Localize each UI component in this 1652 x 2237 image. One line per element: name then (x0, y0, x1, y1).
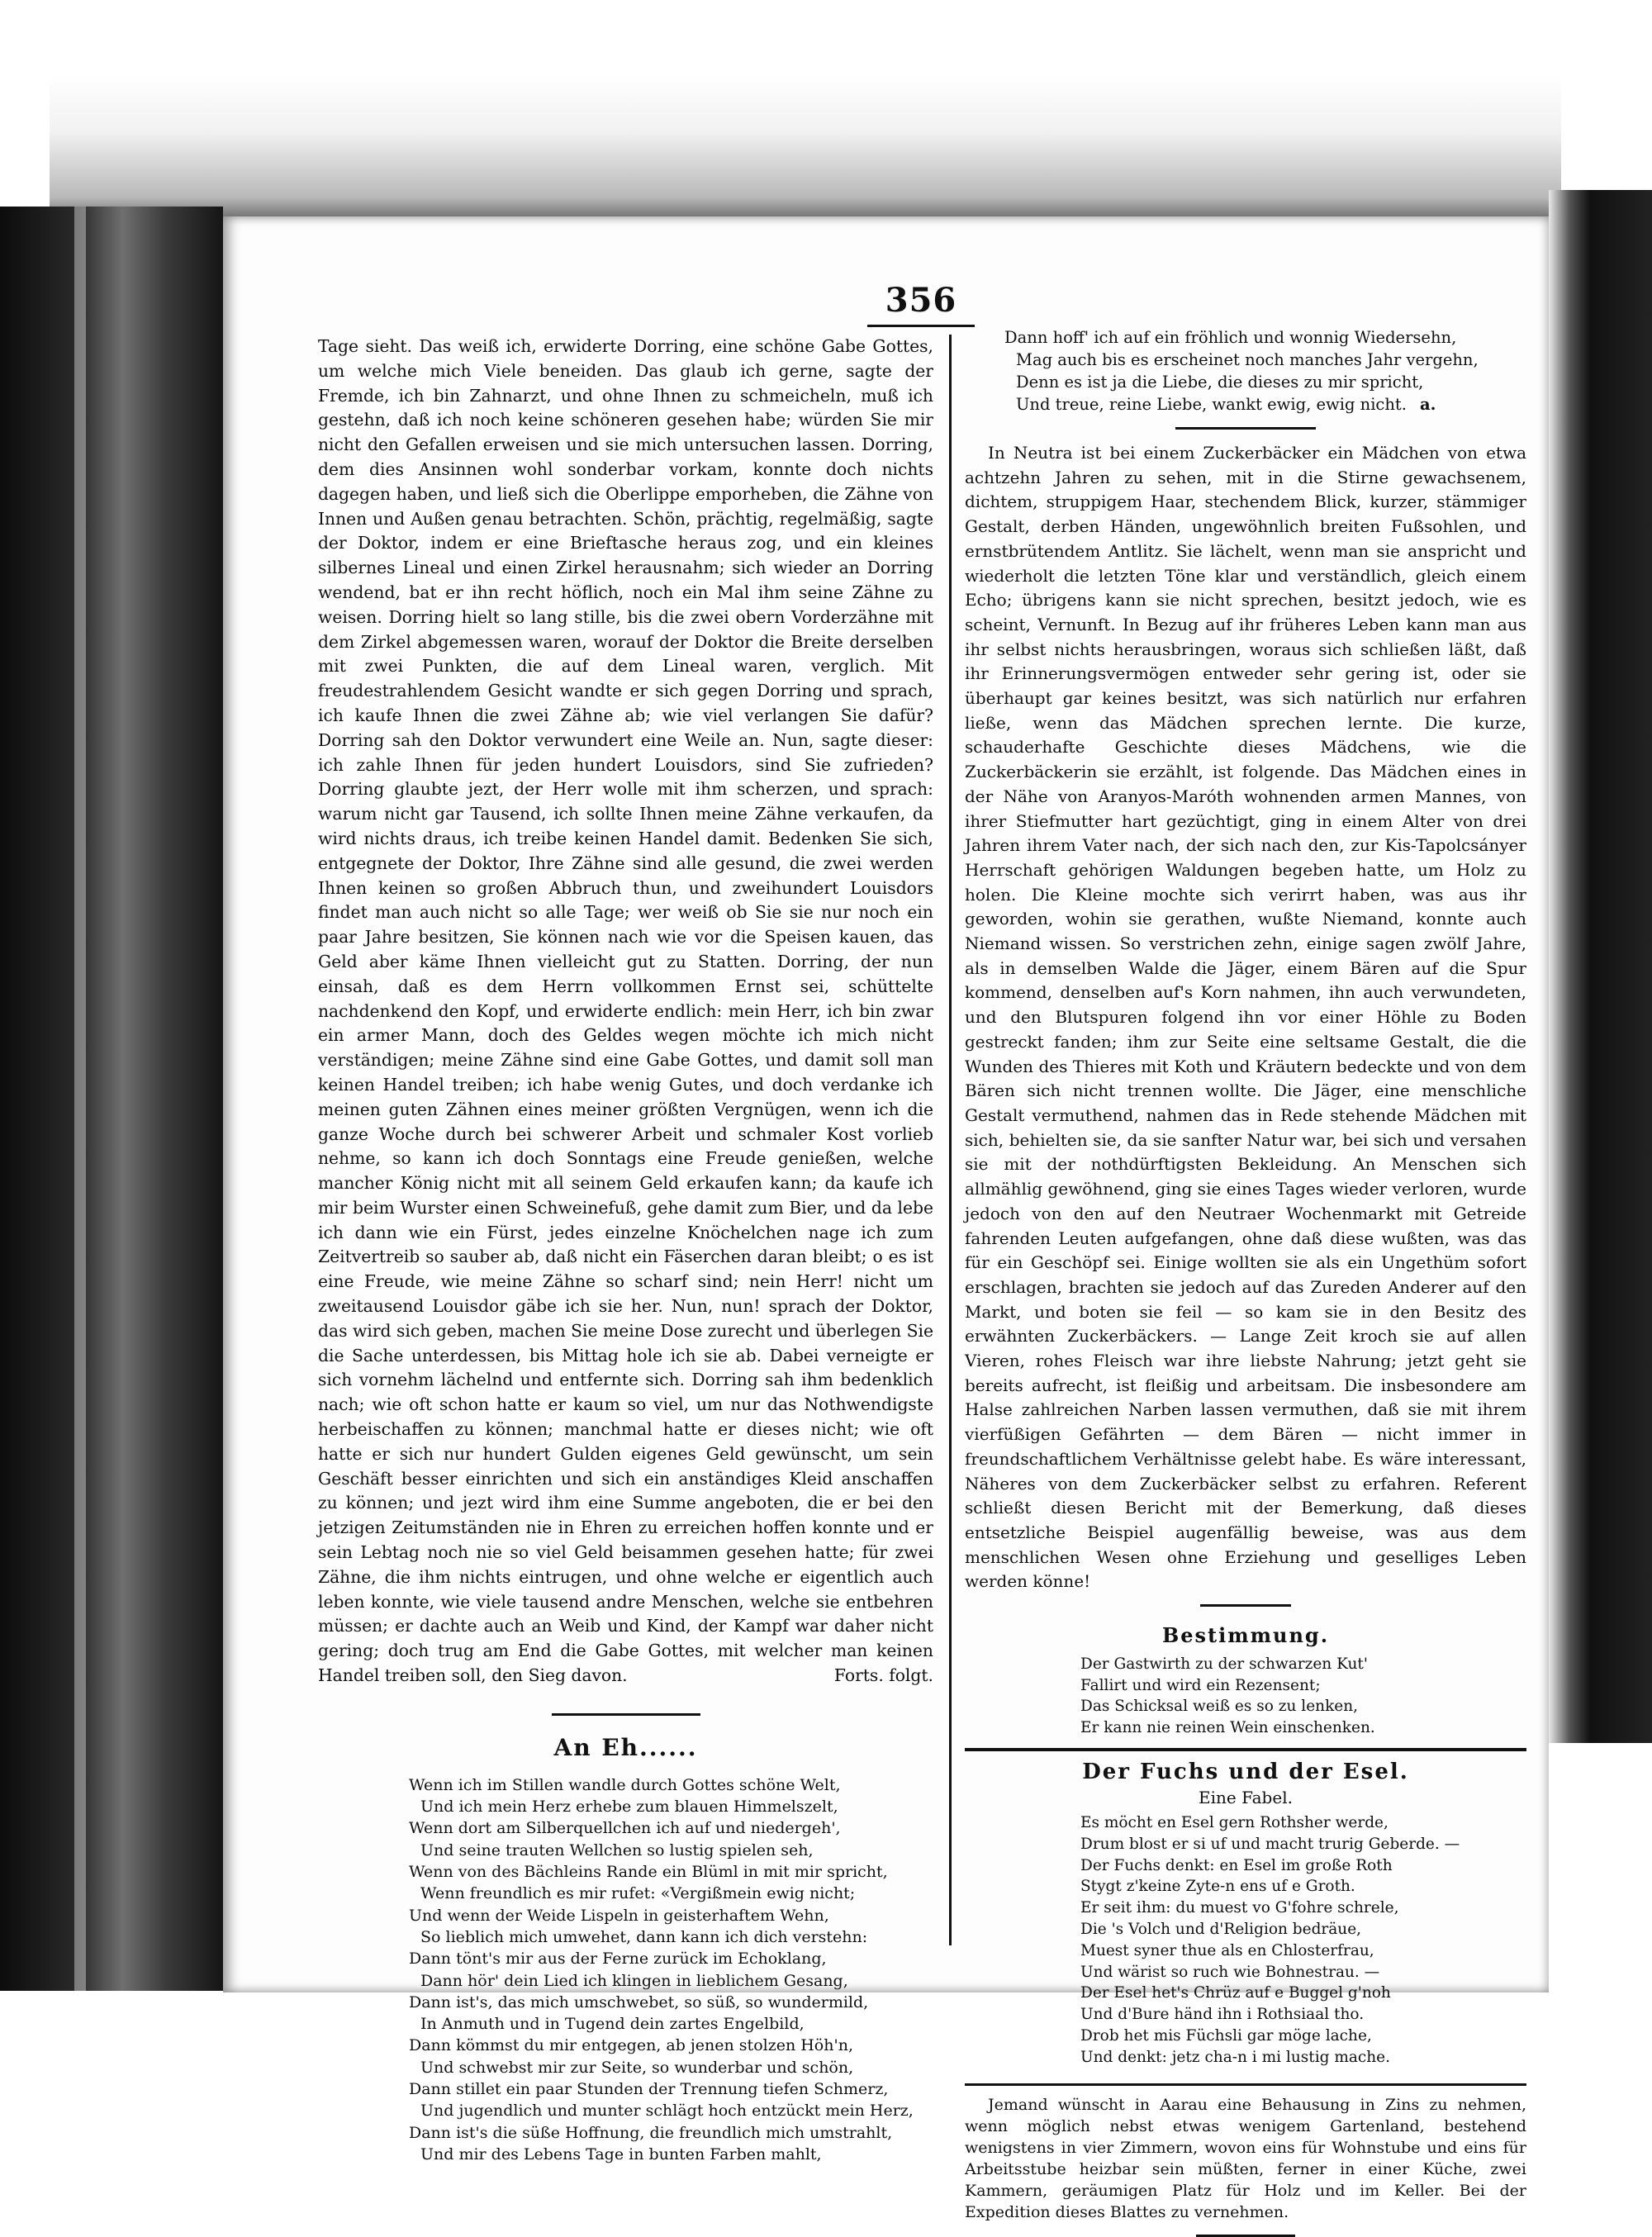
poem-line: In Anmuth und in Tugend dein zartes Engelbild, (420, 2015, 805, 2034)
poem-line: Wenn ich im Stillen wandle durch Gottes schöne Welt, (409, 1775, 841, 1794)
poem-line: Und seine trauten Wellchen so lustig spielen seh, (420, 1840, 814, 1859)
riddle-line: Er kann nie reinen Wein einschenken. (1080, 1718, 1375, 1736)
poem-line: Und wenn der Weide Lispeln in geisterhaftem Wehn, (409, 1906, 829, 1925)
poem-line: Dann hoff' ich auf ein fröhlich und wonnig Wiedersehn, (1004, 328, 1457, 347)
fable-line: Muest syner thue als en Chlosterfrau, (1080, 1941, 1374, 1959)
riddle-line: Das Schicksal weiß es so zu lenken, (1080, 1698, 1359, 1716)
section-divider (552, 1713, 700, 1716)
page-number-rule (867, 325, 975, 327)
news-article: In Neutra ist bei einem Zuckerbäcker ein Mädchen von etwa achtzehn Jahren zu sehen, mit in die Stirne gewachsenem, dichtem, struppigem Haar, stechendem Blick, kurzer, stämmiger Gestalt, derben Händen, ungewöhnlich breiten Fußsohlen, und ernstbrütendem Antlitz. Sie lächelt, wenn man sie anspricht und wiederholt die letzten Töne klar und verständlich, gleich einem Echo; übrigens kann sie nicht sprechen, besitzt jedoch, wie es scheint, Vernunft. In Bezug auf ihr früheres Leben kann man aus ihr selbst nichts herausbringen, woraus sich schließen läßt, daß ihr Erinnerungsvermögen entweder sehr gering ist, oder sie überhaupt gar keines besitzt, was sich natürlich nur erfahren ließe, wenn das Mädchen sprechen lernte. Die kurze, schauderhafte Geschichte dieses Mädchens, wie die Zuckerbäckerin sie erzählt, ist folgende. Das Mädchen eines in der Nähe von Aranyos-Maróth wohnenden armen Mannes, von ihrer Stiefmutter hart gezüchtigt, ging in einem Alter von drei Jahren ihrem Vater nach, der sich nach den, zur Kis-Tapolcsányer Herrschaft gehörigen Waldungen begeben hatte, um Holz zu holen. Die Kleine mochte sich verirrt haben, was aus ihr geworden, wohin sie gerathen, wußte Niemand, konnte auch Niemand wissen. So verstrichen zehn, einige sagen zwölf Jahre, als in demselben Walde die Jäger, einem Bären auf die Spur kommend, denselben auf's Korn nahmen, ihn auch verwundeten, und den Blutspuren folgend ihn vor einer Höhle zu Boden gestreckt fanden; ihm zur Seite eine seltsame Gestalt, die die Wunden des Thieres mit Koth und Kräutern bedeckte und von dem Bären sich nicht trennen wollte. Die Jäger, eine menschliche Gestalt vermuthend, nahmen das in Rede stehende Mädchen mit sich, behielten sie, da sie sanfter Natur war, bei sich und versahen sie mit der nothdürftigsten Bekleidung. An Menschen sich allmählig gewöhnend, ging sie eines Tages wieder verloren, wurde jedoch von den auf den Neutraer Wochenmarkt mit Getreide fahrenden Leuten aufgefangen, ohne daß diese wußten, was das für ein Geschöpf sei. Einige wollten sie als ein Ungethüm sofort erschlagen, brachten sie jedoch auf das Zureden Anderer auf den Markt, und boten sie feil — so kam sie in den Besitz des erwähnten Zuckerbäckers. — Lange Zeit kroch sie auf allen Vieren, rohes Fleisch war ihre liebste Nahrung; jetzt geht sie bereits aufrecht, ist fleißig und arbeitsam. Die insbesondere am Halse zahlreichen Narben lassen vermuthen, daß sie mit ihrem vierfüßigen Gefährten — dem Bären — nicht immer in freundschaftlichem Verhältnisse gelebt habe. Es wäre interessant, Näheres von dem Zuckerbäcker selbst zu erfahren. Referent schließt diesen Bericht mit der Bemerkung, daß dieses entsetzliche Beispiel augenfällig beweise, was aus dem menschlichen Wesen ohne Erziehung und geselliges Leben werden könne! (965, 443, 1526, 1592)
section-divider (1196, 2235, 1295, 2237)
riddle (965, 1654, 1526, 1738)
right-column (965, 326, 1526, 2237)
fable (965, 1812, 1526, 2068)
riddle-line: Der Gastwirth zu der schwarzen Kut' (1080, 1655, 1368, 1674)
fable-line: Drum blost er si uf und macht trurig Geberde. — (1080, 1835, 1460, 1853)
fable-line: Und denkt: jetz cha-n i mi lustig mache. (1080, 2048, 1391, 2066)
article-text: Tage sieht. Das weiß ich, erwiderte Dorring, eine schöne Gabe Gottes, um welche mich Viele beneiden. Das glaub ich gerne, sagte der Fremde, ich bin Zahnarzt, und ohne Ihnen zu schmeicheln, muß ich gestehn, daß ich noch keine schöneren gesehen habe; würden Sie mir nicht den Gefallen erweisen und sie mich untersuchen lassen. Dorring, dem dies Ansinnen wohl sonderbar vorkam, konnte doch nichts dagegen haben, und ließ sich die Oberlippe emporheben, die Zähne von Innen und Außen genau betrachten. Schön, prächtig, regelmäßig, sagte der Doktor, indem er eine Brieftasche heraus zog, und ein kleines silbernes Lineal und einen Zirkel herausnahm; sich wieder an Dorring wendend, bat er ihn recht höflich, noch ein Mal ihm seine Zähne zu weisen. Dorring hielt so lang stille, bis die zwei obern Vorderzähne mit dem Zirkel abgemessen waren, worauf der Doktor die Breite derselben mit zwei Punkten, die auf dem Lineal waren, verglich. Mit freudestrahlendem Gesicht wandte er sich gegen Dorring und sprach, ich kaufe Ihnen die zwei Zähne ab; wie viel verlangen Sie dafür? Dorring sah den Doktor verwundert eine Weile an. Nun, sagte dieser: ich zahle Ihnen für jeden hundert Louisdors, sind Sie zufrieden? Dorring glaubte jezt, der Herr wolle mit ihm scherzen, und sprach: warum nicht gar Tausend, ich sollte Ihnen meine Zähne verkaufen, da wird nichts draus, ich treibe keinen Handel damit. Bedenken Sie sich, entgegnete der Doktor, Ihre Zähne sind alle gesund, die zwei werden Ihnen keinen so großen Abbruch thun, und zweihundert Louisdors findet man auch nicht so alle Tage; wer weiß ob Sie sie nur noch ein paar Jahre besitzen, Sie können nach wie vor die Speisen kauen, das Geld aber käme Ihnen vielleicht gut zu Statten. Dorring, der nun einsah, daß es dem Herrn vollkommen Ernst sei, schüttelte nachdenkend den Kopf, und erwiderte endlich: mein Herr, ich bin zwar ein armer Mann, doch des Geldes wegen möchte ich mich nicht verständigen; meine Zähne sind eine Gabe Gottes, und damit soll man keinen Handel treiben; ich habe wenig Gutes, und doch verdanke ich meinen guten Zähnen eines meiner größten Vergnügen, wenn ich die ganze Woche durch bei schwerer Arbeit und schmaler Kost vorlieb nehme, so kann ich doch Sonntags eine Freude genießen, welche mancher König nicht mit all seinem Geld erkaufen kann; da kaufe ich mir beim Wurster einen Schweinefuß, gehe damit zum Bier, und da lebe ich dann wie ein Fürst, jedes einzelne Knöchelchen nage ich zum Zeitvertreib so sauber ab, daß nicht ein Fäserchen daran bleibt; o es ist eine Freude, wie meine Zähne so scharf sind; nein Herr! nicht um zweitausend Louisdor gäbe ich sie her. Nun, nun! sprach der Doktor, das wird sich geben, machen Sie meine Dose zurecht und überlegen Sie die Sache unterdessen, bis Mittag hole ich sie ab. Dabei verneigte er sich vornehm lächelnd und entfernte sich. Dorring sah ihm bedenklich nach; wie oft schon hatte er kaum so viel, um nur das Nothwendigste herbeischaffen zu können; manchmal hatte er dieses nicht; wie oft hatte er sich nur hundert Gulden eigenes Geld gewünscht, um sein Geschäft besser einrichten und sich ein anständiges Kleid anschaffen zu können; und jezt wird ihm eine Summe angeboten, die er bei den jetzigen Zeitumständen nie in Ehren zu erreichen hoffen konnte und er sein Lebtag noch nie so viel Geld beisammen gesehen hatte; für zwei Zähne, die ihm nichts eintrugen, und ohne welche er eigentlich auch leben konnte, wie viele tausend andre Menschen, welche sie entbehren müssen; er dachte auch an Weib und Kind, der Kampf war daher nicht gering; doch trug am End die Gabe Gottes, mit welcher man keinen Handel treiben soll, den Sieg davon. (318, 336, 933, 1686)
poem-line: Dann tönt's mir aus der Ferne zurück im Echoklang, (409, 1950, 827, 1969)
poem (318, 1774, 933, 2165)
poem-line: Denn es ist ja die Liebe, die dieses zu mir spricht, (1016, 373, 1424, 392)
fable-line: Und d'Bure händ ihn i Rothsiaal tho. (1080, 2006, 1365, 2024)
section-divider (1175, 427, 1316, 430)
poem-line: Dann ist's die süße Hoffnung, die freundlich mich umstrahlt, (409, 2123, 893, 2142)
poem-line: So lieblich mich umwehet, dann kann ich dich verstehn: (420, 1927, 868, 1946)
poem-line-text: Und treue, reine Liebe, wankt ewig, ewig nicht. (1016, 395, 1407, 414)
poem-line: Wenn freundlich es mir rufet: «Vergißmein ewig nicht; (420, 1884, 856, 1903)
book-edge-left (0, 207, 223, 1991)
fable-line: Die 's Volch und d'Religion bedräue, (1080, 1921, 1362, 1939)
poem-signature: a. (1419, 395, 1436, 414)
fable-line: Drob het mis Füchsli gar möge lache, (1080, 2027, 1372, 2045)
poem-title: An Eh...... (553, 1733, 698, 1761)
poem-line: Und schwebst mir zur Seite, so wunderbar und schön, (420, 2058, 854, 2077)
fable-line: Stygt z'keine Zyte-n ens uf e Groth. (1080, 1878, 1355, 1896)
left-column (318, 335, 933, 2165)
scan-top-margin (50, 74, 1561, 219)
poem-line: Wenn dort am Silberquellchen ich auf und niedergeh', (409, 1819, 841, 1838)
poem-line: Dann stillet ein paar Stunden der Trennung tiefen Schmerz, (409, 2079, 889, 2098)
poem-line: Und ich mein Herz erhebe zum blauen Himmelszelt, (420, 1798, 838, 1817)
fable-line: Der Esel het's Chrüz auf e Buggel g'noh (1080, 1984, 1391, 2002)
poem-continuation (965, 326, 1526, 416)
poem-line: Dann hör' dein Lied ich klingen in lieblichem Gesang, (420, 1971, 848, 1990)
fable-line: Der Fuchs denkt: en Esel im große Roth (1080, 1856, 1393, 1874)
poem-line: Mag auch bis es erscheinet noch manches Jahr vergehn, (1016, 350, 1479, 369)
fable-title: Der Fuchs und der Esel. (1082, 1760, 1409, 1785)
fable-line: Und wärist so ruch wie Bohnestrau. — (1080, 1963, 1380, 1981)
poem-line: Dann ist's, das mich umschwebet, so süß, so wundermild, (409, 1992, 869, 2011)
page-number: 356 (885, 281, 957, 320)
fable-line: Er seit ihm: du muest vo G'fohre schrele, (1080, 1899, 1399, 1917)
continuation-note: Forts. folgt. (833, 1665, 933, 1686)
riddle-title: Bestimmung. (1161, 1623, 1330, 1648)
section-divider-full (965, 2083, 1526, 2086)
section-divider (1200, 1604, 1291, 1607)
riddle-line: Fallirt und wird ein Rezensent; (1080, 1676, 1321, 1694)
poem-line: Wenn von des Bächleins Rande ein Blüml in mit mir spricht, (409, 1863, 888, 1882)
book-edge-right (1549, 190, 1652, 1743)
advertisement: Jemand wünscht in Aarau eine Behausung in Zins zu nehmen, wenn möglich nebst etwas wenigem Gartenland, bestehend wenigstens in vier Zimmern, wovon eins für Wohnstube und eins für Arbeitsstube heizbar sein müßten, ferner in einer Küche, zwei Kammern, geräumigen Platz für Holz und im Keller. Bei der Expedition dieses Blattes zu vernehmen. (965, 2095, 1526, 2221)
poem-line: Dann kömmst du mir entgegen, ab jenen stolzen Höh'n, (409, 2036, 853, 2055)
column-divider (949, 335, 952, 1945)
fable-line: Es möcht en Esel gern Rothsher werde, (1080, 1814, 1389, 1832)
section-divider-full (965, 1748, 1526, 1751)
poem-line (1004, 393, 1526, 416)
book-edge-highlight (74, 207, 86, 1991)
fable-subtitle: Eine Fabel. (1199, 1788, 1293, 1808)
poem-line: Und mir des Lebens Tage in bunten Farben mahlt, (420, 2144, 822, 2163)
poem-line: Und jugendlich und munter schlägt hoch entzückt mein Herz, (420, 2102, 914, 2121)
